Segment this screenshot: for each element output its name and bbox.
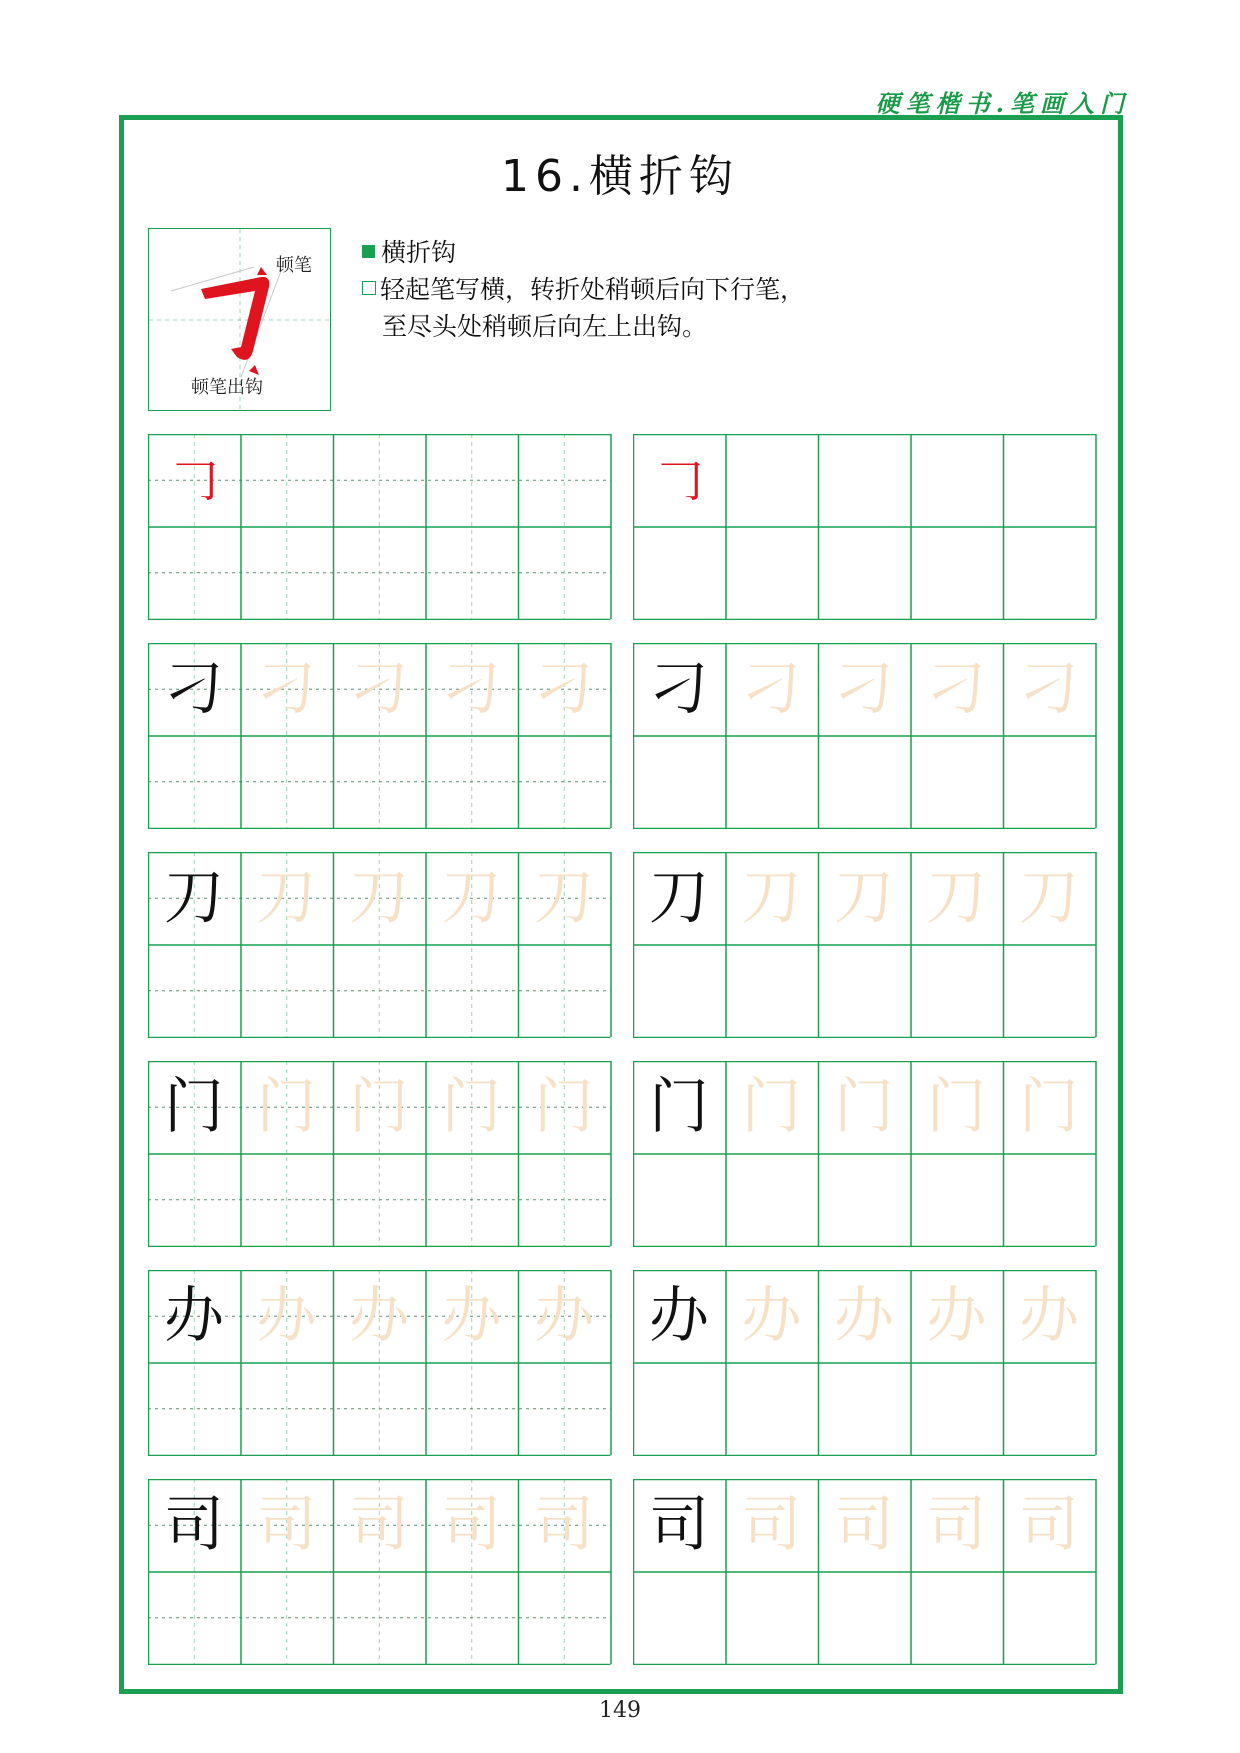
practice-cell[interactable]	[518, 1363, 611, 1456]
practice-cell[interactable]	[333, 1363, 426, 1456]
practice-cell[interactable]	[333, 736, 426, 829]
trace-character[interactable]: 刀	[534, 863, 594, 933]
trace-character[interactable]: 司	[834, 1490, 894, 1560]
trace-character[interactable]: 办	[256, 1281, 317, 1351]
stroke-demo-box	[148, 228, 331, 411]
trace-character[interactable]: 办	[349, 1281, 409, 1351]
bullet-square-filled	[362, 245, 375, 258]
practice-cell[interactable]	[633, 1363, 726, 1456]
practice-cell[interactable]	[1003, 1572, 1096, 1665]
trace-character[interactable]: 门	[534, 1072, 594, 1142]
practice-grid	[633, 1270, 1096, 1455]
practice-cell[interactable]	[148, 1363, 241, 1456]
practice-cell[interactable]	[148, 945, 241, 1038]
trace-character[interactable]: 刁	[834, 654, 894, 724]
practice-cell[interactable]	[148, 1154, 241, 1247]
model-stroke: 𠃌	[654, 452, 703, 508]
practice-cell[interactable]	[518, 736, 611, 829]
practice-cell[interactable]	[726, 1363, 819, 1456]
practice-cell[interactable]	[911, 736, 1004, 829]
trace-character[interactable]: 刀	[349, 863, 409, 933]
practice-grid	[148, 852, 611, 1037]
practice-cell[interactable]	[818, 1572, 911, 1665]
trace-character[interactable]: 刁	[1019, 654, 1079, 724]
practice-cell[interactable]	[518, 1572, 611, 1665]
practice-cell[interactable]	[241, 1154, 334, 1247]
practice-cell[interactable]	[241, 736, 334, 829]
trace-character[interactable]: 刁	[741, 654, 802, 724]
practice-cell[interactable]	[518, 1154, 611, 1247]
practice-grid	[633, 1479, 1096, 1664]
practice-cell[interactable]	[241, 1572, 334, 1665]
trace-character[interactable]: 刁	[349, 654, 409, 724]
trace-character[interactable]: 门	[741, 1072, 802, 1142]
trace-character[interactable]: 司	[534, 1490, 594, 1560]
model-character: 办	[649, 1281, 709, 1351]
practice-cell[interactable]	[911, 1572, 1004, 1665]
practice-cell[interactable]	[911, 1154, 1004, 1247]
practice-grid	[148, 1479, 611, 1664]
practice-cell[interactable]	[818, 945, 911, 1038]
practice-cell[interactable]	[426, 1363, 519, 1456]
practice-grid	[633, 1061, 1096, 1246]
practice-cell[interactable]	[818, 1154, 911, 1247]
practice-cell[interactable]	[148, 736, 241, 829]
practice-cell[interactable]	[726, 736, 819, 829]
stroke-demo-glyph	[201, 277, 269, 360]
practice-cell[interactable]	[333, 945, 426, 1038]
trace-character[interactable]: 刁	[926, 654, 987, 724]
practice-cell[interactable]	[148, 1572, 241, 1665]
trace-character[interactable]: 办	[534, 1281, 594, 1351]
page-title: 16.横折钩	[501, 151, 739, 202]
practice-grid	[148, 434, 611, 619]
trace-character[interactable]: 门	[834, 1072, 894, 1142]
practice-cell[interactable]	[1003, 945, 1096, 1038]
trace-character[interactable]: 办	[926, 1281, 987, 1351]
trace-character[interactable]: 司	[926, 1490, 987, 1560]
trace-character[interactable]: 司	[1019, 1490, 1079, 1560]
practice-cell[interactable]	[148, 527, 241, 620]
practice-cell[interactable]	[726, 1572, 819, 1665]
model-stroke: 𠃌	[169, 452, 218, 508]
practice-cell[interactable]	[518, 527, 611, 620]
bullet-square-empty	[362, 281, 376, 295]
trace-character[interactable]: 刀	[926, 863, 987, 933]
practice-cell[interactable]	[633, 736, 726, 829]
trace-character[interactable]: 办	[741, 1281, 802, 1351]
practice-grid	[633, 434, 1096, 619]
description-line-2: 至尽头处稍顿后向左上出钩。	[382, 312, 708, 341]
model-character: 门	[164, 1072, 224, 1142]
practice-cell[interactable]	[818, 527, 911, 620]
trace-character[interactable]: 门	[926, 1072, 987, 1142]
practice-cell[interactable]	[818, 736, 911, 829]
practice-cell[interactable]	[911, 1363, 1004, 1456]
practice-cell[interactable]	[726, 527, 819, 620]
practice-grid	[148, 1270, 611, 1455]
practice-cell[interactable]	[426, 1154, 519, 1247]
page-number: 149	[599, 1698, 641, 1723]
practice-cell[interactable]	[1003, 736, 1096, 829]
trace-character[interactable]: 刁	[441, 654, 502, 724]
trace-character[interactable]: 司	[441, 1490, 502, 1560]
trace-character[interactable]: 刀	[741, 863, 802, 933]
stroke-description	[362, 234, 805, 345]
trace-character[interactable]: 司	[256, 1490, 317, 1560]
practice-cell[interactable]	[1003, 1154, 1096, 1247]
trace-character[interactable]: 刀	[1019, 863, 1079, 933]
trace-character[interactable]: 刀	[441, 863, 502, 933]
practice-cell[interactable]	[333, 527, 426, 620]
practice-cell[interactable]	[426, 527, 519, 620]
model-character: 刀	[164, 863, 224, 933]
model-character: 司	[649, 1490, 709, 1560]
book-title: 硬笔楷书.笔画入门	[875, 89, 1130, 118]
practice-cell[interactable]	[633, 1154, 726, 1247]
demo-label-pause: 顿笔	[276, 255, 312, 276]
practice-cell[interactable]	[241, 945, 334, 1038]
model-character: 刁	[164, 654, 224, 724]
trace-character[interactable]: 刁	[534, 654, 594, 724]
trace-character[interactable]: 门	[1019, 1072, 1079, 1142]
description-heading: 横折钩	[381, 238, 457, 267]
trace-character[interactable]: 司	[349, 1490, 409, 1560]
model-character: 刀	[649, 863, 709, 933]
practice-cell[interactable]	[818, 1363, 911, 1456]
practice-cell[interactable]	[426, 736, 519, 829]
practice-cell[interactable]	[241, 1363, 334, 1456]
practice-cell[interactable]	[726, 1154, 819, 1247]
model-character: 刁	[649, 654, 709, 724]
practice-cell[interactable]	[911, 945, 1004, 1038]
model-character: 门	[649, 1072, 709, 1142]
practice-cell[interactable]	[633, 1572, 726, 1665]
trace-character[interactable]: 办	[834, 1281, 894, 1351]
demo-label-hook: 顿笔出钩	[191, 377, 263, 398]
practice-grid	[633, 852, 1096, 1037]
practice-cell[interactable]	[426, 945, 519, 1038]
practice-cell[interactable]	[726, 945, 819, 1038]
practice-grid	[148, 1061, 611, 1246]
practice-cell[interactable]	[426, 1572, 519, 1665]
practice-cell[interactable]	[633, 527, 726, 620]
practice-grid	[148, 643, 611, 828]
description-line-1: 轻起笔写横，转折处稍顿后向下行笔，	[380, 275, 806, 304]
practice-cell[interactable]	[518, 945, 611, 1038]
practice-cell[interactable]	[241, 527, 334, 620]
trace-character[interactable]: 办	[1019, 1281, 1079, 1351]
practice-cell[interactable]	[333, 1154, 426, 1247]
trace-character[interactable]: 司	[741, 1490, 802, 1560]
trace-character[interactable]: 办	[441, 1281, 502, 1351]
trace-character[interactable]: 门	[349, 1072, 409, 1142]
practice-cell[interactable]	[633, 945, 726, 1038]
practice-cell[interactable]	[1003, 527, 1096, 620]
trace-character[interactable]: 刁	[256, 654, 317, 724]
model-character: 办	[164, 1281, 224, 1351]
trace-character[interactable]: 门	[441, 1072, 502, 1142]
practice-cell[interactable]	[1003, 1363, 1096, 1456]
practice-grid	[633, 643, 1096, 828]
trace-character[interactable]: 门	[256, 1072, 317, 1142]
trace-character[interactable]: 刀	[834, 863, 894, 933]
practice-cell[interactable]	[333, 1572, 426, 1665]
practice-cell[interactable]	[911, 527, 1004, 620]
trace-character[interactable]: 刀	[256, 863, 317, 933]
model-character: 司	[164, 1490, 224, 1560]
